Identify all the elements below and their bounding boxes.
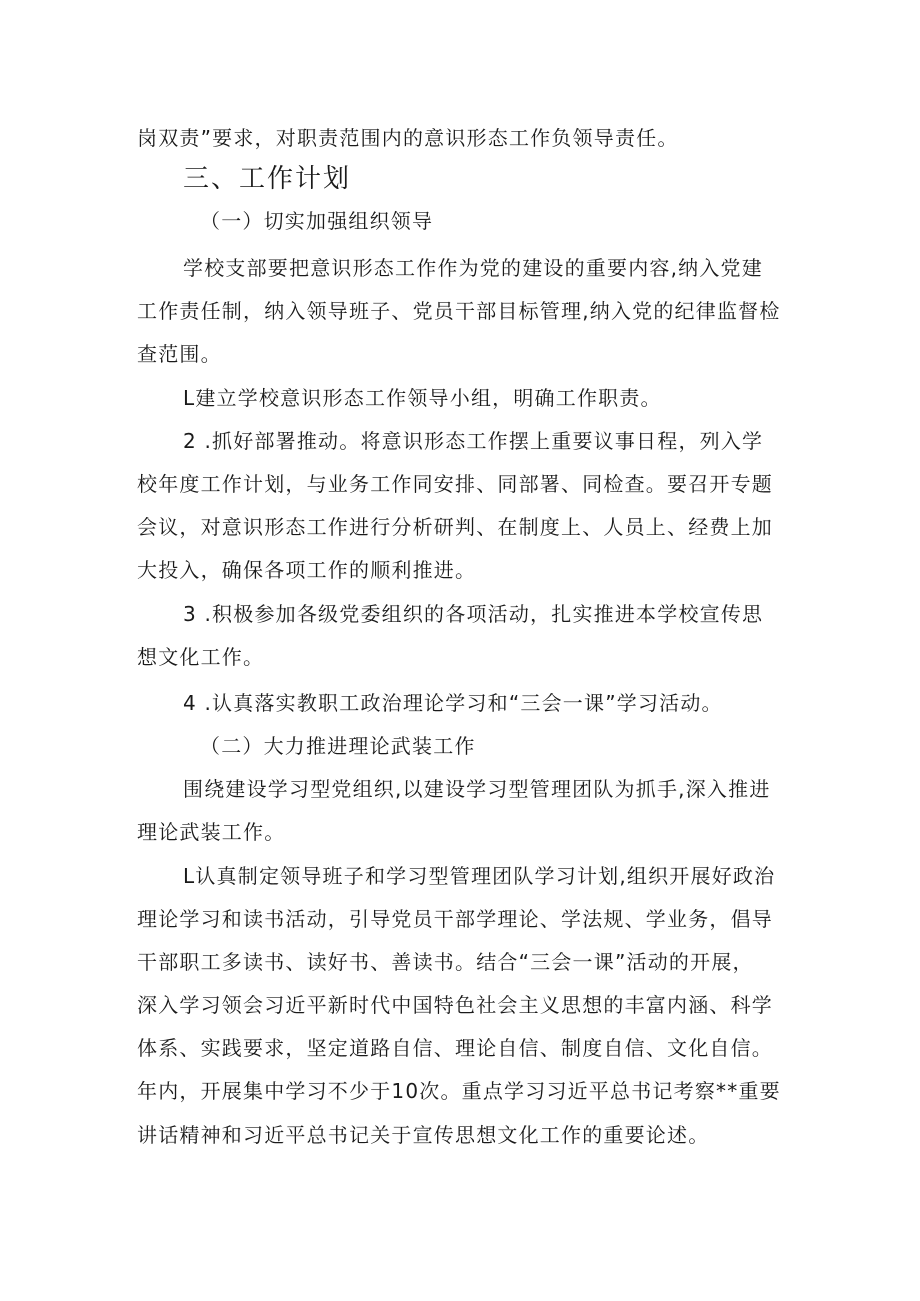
text-line: 学校支部要把意识形态工作作为党的建设的重要内容,纳入党建 [183, 256, 763, 280]
text-line: 会议，对意识形态工作进行分析研判、在制度上、人员上、经费上加 [137, 515, 773, 539]
text-line: 围绕建设学习型党组织,以建设学习型管理团队为抓手,深入推进 [183, 777, 771, 801]
text-line: 2 .抓好部署推动。将意识形态工作摆上重要议事日程，列入学 [183, 429, 764, 453]
text-line: 岗双责”要求，对职责范围内的意识形态工作负领导责任。 [137, 126, 679, 150]
section-heading: 三、工作计划 [183, 164, 352, 194]
text-line: 理论武装工作。 [137, 820, 286, 844]
text-line: 3 .积极参加各级党委组织的各项活动，扎实推进本学校宣传思 [183, 602, 764, 626]
text-line: 想文化工作。 [137, 645, 265, 669]
text-line: L认真制定领导班子和学习型管理团队学习计划,组织开展好政治 [183, 864, 776, 888]
text-line: 年内，开展集中学习不少于10次。重点学习习近平总书记考察**重要 [137, 1079, 781, 1103]
text-line: 体系、实践要求，坚定道路自信、理论自信、制度自信、文化自信。 [137, 1036, 773, 1060]
text-line: 4 .认真落实教职工政治理论学习和“三会一课”学习活动。 [183, 691, 723, 715]
text-line: 理论学习和读书活动，引导党员干部学理论、学法规、学业务，倡导 [137, 907, 773, 931]
text-line: 校年度工作计划，与业务工作同安排、同部署、同检查。要召开专题 [137, 472, 773, 496]
text-line: 查范围。 [137, 342, 222, 366]
text-line: 工作责任制，纳入领导班子、党员干部目标管理,纳入党的纪律监督检 [137, 299, 781, 323]
text-line: 大投入，确保各项工作的顺利推进。 [137, 558, 477, 582]
text-line: L建立学校意识形态工作领导小组，明确工作职责。 [183, 386, 662, 410]
text-line: 讲话精神和习近平总书记关于宣传思想文化工作的重要论述。 [137, 1123, 710, 1147]
sub-heading-1: （一）切实加强组织领导 [200, 209, 434, 233]
sub-heading-2: （二）大力推进理论武装工作 [200, 734, 476, 758]
text-line: 深入学习领会习近平新时代中国特色社会主义思想的丰富内涵、科学 [137, 993, 773, 1017]
text-line: 干部职工多读书、读好书、善读书。结合“三会一课”活动的开展， [137, 950, 754, 974]
